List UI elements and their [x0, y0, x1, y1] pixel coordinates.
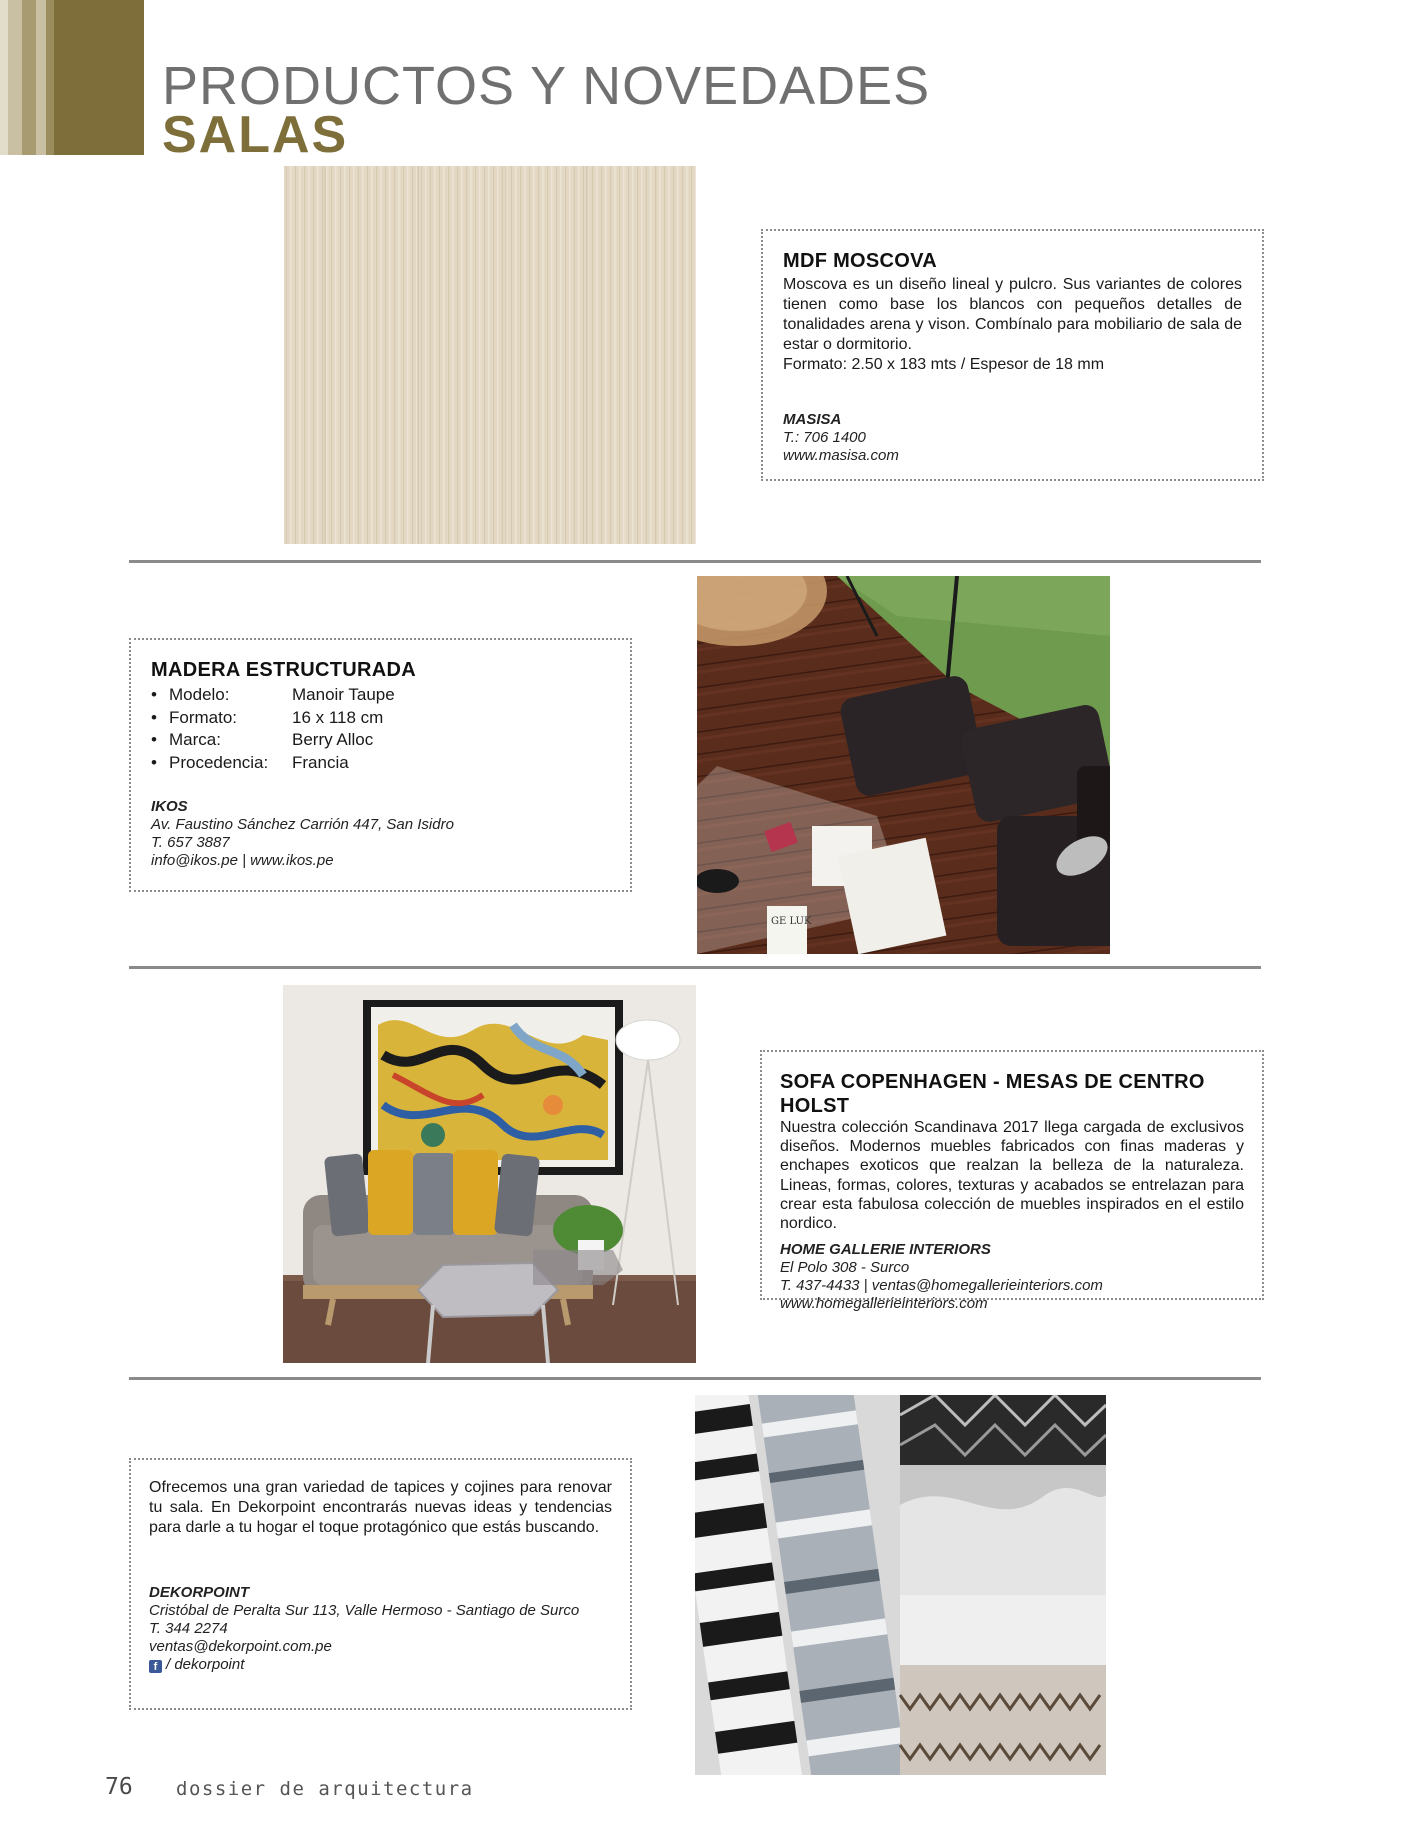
section-divider — [129, 560, 1261, 563]
product-description: Nuestra colección Scandinava 2017 llega cargada de exclusivos diseños. Modernos muebles fabricados con finas maderas y enchapes exoticos que realzan la belleza de la naturaleza. Lineas, formas, colores, texturas y acabados se entrelazan para crear esta fabulosa colección de muebles inspirados en el estilo nordico. — [780, 1119, 1244, 1233]
company-website[interactable]: www.homegallerieinteriors.com — [780, 1295, 988, 1313]
wood-floor-living-room-photo — [697, 576, 1110, 954]
company-email[interactable]: ventas@dekorpoint.com.pe — [149, 1638, 332, 1655]
company-website[interactable]: www.masisa.com — [783, 447, 899, 464]
product-title: MDF MOSCOVA — [783, 250, 938, 272]
header-stripe-6 — [54, 0, 144, 155]
company-social[interactable]: f / dekorpoint — [149, 1656, 612, 1674]
company-address: Av. Faustino Sánchez Carrión 447, San Isidro — [151, 816, 454, 833]
spec-row: • Formato: 16 x 118 cm — [151, 707, 384, 727]
dekorpoint-info-box — [129, 1458, 632, 1710]
company-name: IKOS — [151, 798, 188, 815]
product-description: Moscova es un diseño lineal y pulcro. Sus variantes de colores tienen como base los blancos con pequeños detalles de tonalidades arena y vison. Combínalo para mobiliario de sala de estar o dormitorio. — [783, 276, 1242, 353]
page-title: PRODUCTOS Y NOVEDADES — [162, 56, 931, 116]
product-format: Formato: 2.50 x 183 mts / Espesor de 18 mm — [783, 356, 1105, 373]
mdf-moscova-info-box — [761, 229, 1264, 481]
header-stripe-1 — [0, 0, 8, 155]
product-title: MADERA ESTRUCTURADA — [151, 659, 416, 681]
header-stripe-2 — [8, 0, 22, 155]
product-title: SOFA COPENHAGEN - MESAS DE CENTRO HOLST — [780, 1071, 1205, 1117]
page-subtitle: SALAS — [162, 106, 349, 164]
product-description: Ofrecemos una gran variedad de tapices y cojines para renovar tu sala. En Dekorpoint encontrarás nuevas ideas y tendencias para darle a tu hogar el toque protagónico que estás buscando. — [149, 1479, 612, 1536]
company-address: El Polo 308 - Surco — [780, 1259, 910, 1277]
page-number: 76 — [105, 1774, 133, 1800]
company-address: Cristóbal de Peralta Sur 113, Valle Hermoso - Santiago de Surco — [149, 1602, 580, 1619]
sofa-copenhagen-info-box — [760, 1050, 1264, 1313]
magazine-name: dossier de arquitectura — [176, 1778, 474, 1800]
magazine-cover-text: GE LUK — [771, 916, 812, 927]
company-phone: T. 344 2274 — [149, 1620, 228, 1637]
facebook-icon[interactable]: f — [149, 1660, 162, 1673]
company-contact[interactable]: info@ikos.pe | www.ikos.pe — [151, 852, 334, 869]
section-divider — [129, 1377, 1261, 1380]
company-name: MASISA — [783, 411, 842, 428]
company-phone: T.: 706 1400 — [783, 429, 866, 446]
mdf-moscova-texture-image — [284, 166, 696, 544]
header-stripe-5 — [46, 0, 54, 155]
textiles-cushions-photo — [695, 1395, 1106, 1775]
sofa-copenhagen-photo — [283, 985, 696, 1363]
header-stripe-4 — [36, 0, 46, 155]
spec-row: • Marca: Berry Alloc — [151, 730, 374, 749]
header-stripe-3 — [22, 0, 36, 155]
company-phone: T. 657 3887 — [151, 834, 230, 851]
madera-estructurada-info-box — [129, 638, 632, 892]
spec-row: • Procedencia: Francia — [151, 752, 349, 772]
section-divider — [129, 966, 1261, 969]
spec-row: • Modelo: Manoir Taupe — [151, 685, 395, 704]
company-phone: T. 437-4433 | ventas@homegallerieinteriors.com — [780, 1277, 1103, 1295]
company-name: DEKORPOINT — [149, 1584, 250, 1601]
company-name: HOME GALLERIE INTERIORS — [780, 1241, 991, 1259]
